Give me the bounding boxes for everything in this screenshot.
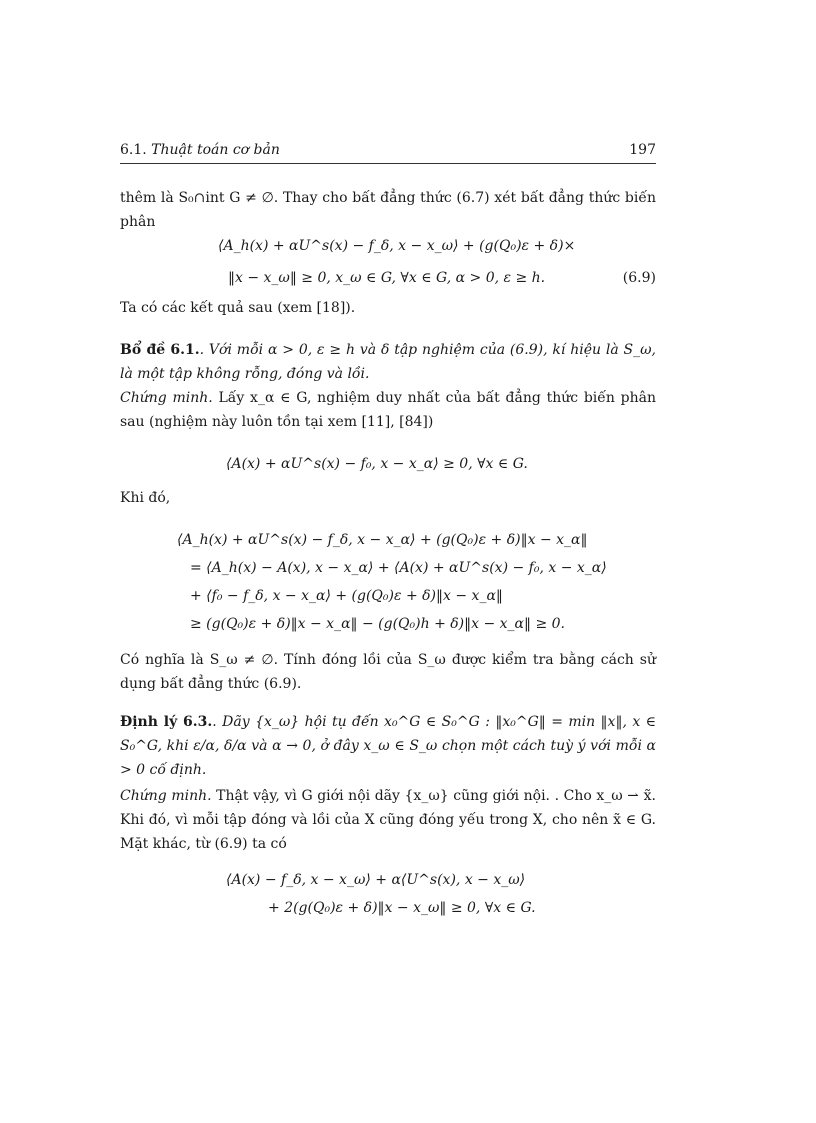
equation-6-9-line-2: ‖x − x_ω‖ ≥ 0, x_ω ∈ G, ∀x ∈ G, α > 0, ε ≥ h. <box>228 270 546 286</box>
equation-label-6-9: (6.9) <box>622 270 656 286</box>
theorem-title: Định lý 6.3. <box>120 714 213 730</box>
paragraph-results: Ta có các kết quả sau (xem [18]). <box>120 300 356 316</box>
proof-label: Chứng minh. <box>120 390 213 406</box>
paragraph-conclusion: Có nghĩa là S_ω ≠ ∅. Tính đóng lồi của S_ω được kiểm tra bằng cách sử dụng bất đẳng thức (6.9). <box>120 652 656 692</box>
lemma-6-1 <box>120 338 656 386</box>
theorem-statement: . Dãy {x_ω} hội tụ đến x₀^G ∈ S₀^G : ‖x₀^G‖ = min ‖x‖, x ∈ S₀^G, khi ε/α, δ/α và α → 0, ở đây x_ω ∈ S_ω chọn một cách tuỳ ý với mỗi α > 0 cố định. <box>120 714 656 778</box>
proof-label: Chứng minh. <box>120 788 212 804</box>
chain-line-1: ⟨A_h(x) + αU^s(x) − f_δ, x − x_α⟩ + (g(Q₀)ε + δ)‖x − x_α‖ <box>177 532 588 548</box>
running-header <box>120 142 656 158</box>
equation-final-line-1: ⟨A(x) − f_δ, x − x_ω⟩ + α⟨U^s(x), x − x_ω⟩ <box>226 872 526 888</box>
chain-line-4: ≥ (g(Q₀)ε + δ)‖x − x_α‖ − (g(Q₀)h + δ)‖x − x_α‖ ≥ 0. <box>190 616 565 632</box>
lemma-title: Bổ đề 6.1. <box>120 342 200 358</box>
equation-final-line-2: + 2(g(Q₀)ε + δ)‖x − x_ω‖ ≥ 0, ∀x ∈ G. <box>268 900 536 916</box>
chain-line-3: + ⟨f₀ − f_δ, x − x_α⟩ + (g(Q₀)ε + δ)‖x − x_α‖ <box>190 588 503 604</box>
proof-2 <box>120 784 656 856</box>
equation-x-alpha: ⟨A(x) + αU^s(x) − f₀, x − x_α⟩ ≥ 0, ∀x ∈ G. <box>226 456 528 472</box>
paragraph-intro: thêm là S₀∩int G ≠ ∅. Thay cho bất đẳng thức (6.7) xét bất đẳng thức biến phân <box>120 190 656 230</box>
section-heading <box>120 142 280 158</box>
proof-1 <box>120 386 656 434</box>
proof-text: Lấy x_α ∈ G, nghiệm duy nhất của bất đẳng thức biến phân sau (nghiệm này luôn tồn tại xem [11], [84]) <box>120 390 657 430</box>
section-title: Thuật toán cơ bản <box>151 142 280 158</box>
lemma-statement: . Với mỗi α > 0, ε ≥ h và δ tập nghiệm của (6.9), kí hiệu là S_ω, là một tập không rỗng, đóng và lồi. <box>120 342 656 382</box>
paragraph-khi-do: Khi đó, <box>120 490 171 506</box>
section-number: 6.1. <box>120 142 147 158</box>
header-rule <box>120 163 656 164</box>
equation-6-9-line-1: ⟨A_h(x) + αU^s(x) − f_δ, x − x_ω⟩ + (g(Q₀)ε + δ)× <box>218 238 576 254</box>
theorem-6-3 <box>120 710 656 782</box>
proof-text: Thật vậy, vì G giới nội dãy {x_ω} cũng giới nội. . Cho x_ω ⇀ x̃. Khi đó, vì mỗi tập đóng và lồi của X cũng đóng yếu trong X, cho nên x̃ ∈ G. Mặt khác, từ (6.9) ta có <box>120 788 656 852</box>
chain-line-2: = ⟨A_h(x) − A(x), x − x_α⟩ + ⟨A(x) + αU^s(x) − f₀, x − x_α⟩ <box>190 560 607 576</box>
page-number: 197 <box>629 142 656 158</box>
